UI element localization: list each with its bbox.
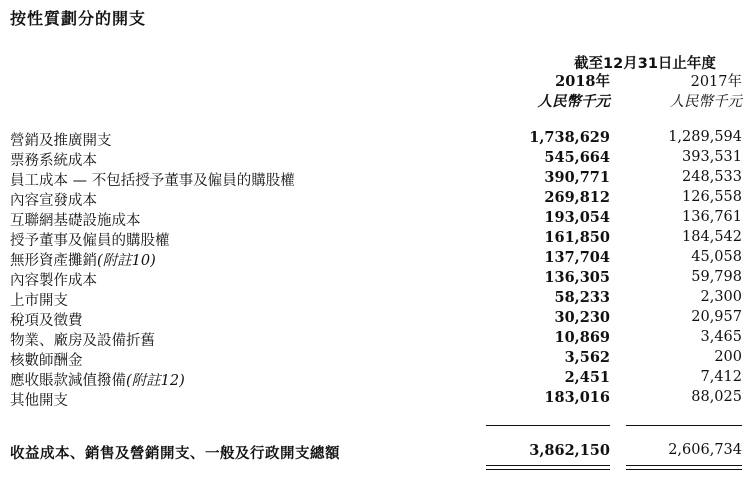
- row-prior-value: 136,761: [682, 209, 742, 225]
- row-prior-value: 3,465: [700, 329, 742, 345]
- row-current-value: 1,738,629: [529, 129, 610, 146]
- total-double-rule-current-top: [486, 465, 610, 466]
- row-current-value: 545,664: [544, 149, 610, 166]
- row-prior-value: 88,025: [691, 389, 742, 405]
- row-label: 應收賬款減值撥備(附註12): [10, 373, 185, 389]
- row-current-value: 137,704: [544, 249, 610, 266]
- total-prior-value: 2,606,734: [668, 442, 742, 458]
- row-label: 員工成本 — 不包括授予董事及僱員的購股權: [10, 173, 295, 189]
- row-label: 授予董事及僱員的購股權: [10, 233, 170, 249]
- subtotal-rule-prior: [626, 425, 742, 426]
- row-prior-value: 45,058: [691, 249, 742, 265]
- row-label: 票務系統成本: [10, 153, 97, 169]
- row-label: 內容製作成本: [10, 273, 97, 289]
- row-label: 營銷及推廣開支: [10, 133, 112, 149]
- total-double-rule-prior-bottom: [626, 469, 742, 470]
- year-prior-header: 2017年: [690, 74, 742, 90]
- row-prior-value: 20,957: [691, 309, 742, 325]
- row-prior-value: 1,289,594: [668, 129, 742, 145]
- row-prior-value: 393,531: [682, 149, 742, 165]
- row-prior-value: 126,558: [682, 189, 742, 205]
- total-double-rule-current-bottom: [486, 469, 610, 470]
- period-header: 截至12月31日止年度: [574, 56, 716, 72]
- row-current-value: 269,812: [544, 189, 610, 206]
- row-current-value: 30,230: [554, 309, 610, 326]
- page-title: 按性質劃分的開支: [10, 9, 147, 28]
- row-label: 核數師酬金: [10, 353, 83, 369]
- unit-current-header: 人民幣千元: [537, 93, 610, 110]
- row-current-value: 193,054: [544, 209, 610, 226]
- year-current-header: 2018年: [555, 73, 610, 90]
- row-prior-value: 7,412: [700, 369, 742, 385]
- row-label: 上市開支: [10, 293, 68, 309]
- row-label: 無形資產攤銷(附註10): [10, 253, 156, 269]
- row-current-value: 390,771: [544, 169, 610, 186]
- row-prior-value: 184,542: [682, 229, 742, 245]
- unit-prior-header: 人民幣千元: [669, 94, 742, 110]
- row-current-value: 161,850: [544, 229, 610, 246]
- row-current-value: 10,869: [554, 329, 610, 346]
- row-label: 內容宣發成本: [10, 193, 97, 209]
- row-prior-value: 2,300: [700, 289, 742, 305]
- subtotal-rule-current: [486, 425, 610, 426]
- row-current-value: 3,562: [564, 349, 610, 366]
- total-label: 收益成本、銷售及營銷開支、一般及行政開支總額: [10, 446, 340, 462]
- row-current-value: 136,305: [544, 269, 610, 286]
- row-current-value: 183,016: [544, 389, 610, 406]
- row-current-value: 58,233: [554, 289, 610, 306]
- row-label: 物業、廠房及設備折舊: [10, 333, 155, 349]
- row-prior-value: 248,533: [682, 169, 742, 185]
- total-current-value: 3,862,150: [529, 442, 610, 459]
- row-label: 稅項及徵費: [10, 313, 83, 329]
- row-prior-value: 59,798: [691, 269, 742, 285]
- row-label: 互聯網基礎設施成本: [10, 213, 141, 229]
- row-prior-value: 200: [714, 349, 742, 365]
- row-current-value: 2,451: [564, 369, 610, 386]
- total-double-rule-prior-top: [626, 465, 742, 466]
- row-label: 其他開支: [10, 393, 68, 409]
